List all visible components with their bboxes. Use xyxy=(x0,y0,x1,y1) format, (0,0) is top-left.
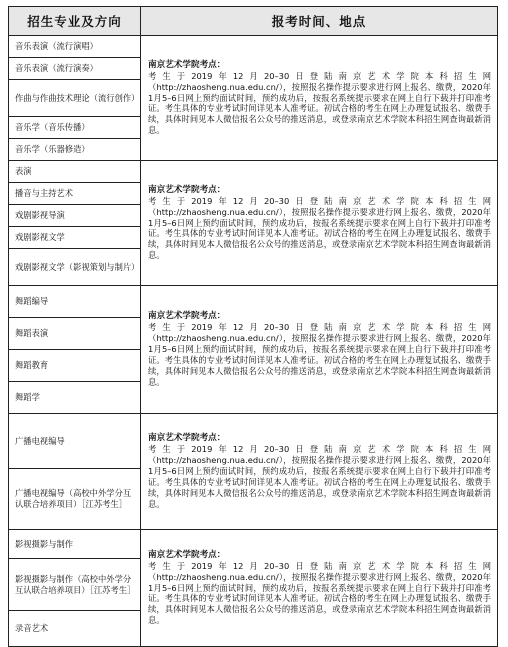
major-cell: 舞蹈表演 xyxy=(9,318,141,350)
table-row xyxy=(9,530,498,559)
exam-info-text: 考生于2019年12月20–30日登陆南京艺术学院本科招生网（http://zhaosheng.nua.edu.cn/），按照报名操作提示要求进行网上报名、缴费，2020年1月5–6日网上预约面试时间，预约成功后，按报名系统提示要求在网上自行下载并打印准考证。考生具体的专业考试时间详见本人准考证。初试合格的考生在网上办理复试报名、缴费手续，具体时间见本人微信报名公众号的推送消息，或登录南京艺术学院本科招生网查询最新消息。 xyxy=(148,70,491,136)
exam-info-cell xyxy=(141,286,498,414)
location-title: 南京艺术学院考点： xyxy=(148,184,226,195)
major-cell: 表演 xyxy=(9,161,141,183)
major-cell: 音乐学（音乐传播） xyxy=(9,117,141,139)
major-cell: 戏剧影视导演 xyxy=(9,205,141,227)
major-cell: 戏剧影视文学（影视策划与制片） xyxy=(9,249,141,286)
major-cell: 舞蹈学 xyxy=(9,382,141,414)
header-row xyxy=(9,7,498,36)
major-cell: 播音与主持艺术 xyxy=(9,183,141,205)
exam-info-cell xyxy=(141,161,498,286)
header-time-place: 报考时间、地点 xyxy=(141,7,498,36)
major-cell: 音乐学（乐器修造） xyxy=(9,139,141,161)
location-title: 南京艺术学院考点： xyxy=(148,549,226,560)
major-cell: 录音艺术 xyxy=(9,611,141,647)
major-cell: 戏剧影视文学 xyxy=(9,227,141,249)
table-row xyxy=(9,286,498,318)
admissions-table xyxy=(8,6,498,647)
table-row xyxy=(9,36,498,58)
exam-info-cell xyxy=(141,414,498,530)
table-row xyxy=(9,161,498,183)
major-cell: 广播电视编导（高校中外学分互认联合培养项目）［江苏考生］ xyxy=(9,469,141,530)
location-title: 南京艺术学院考点： xyxy=(148,59,226,70)
major-cell: 作曲与作曲技术理论（流行创作） xyxy=(9,80,141,117)
major-cell: 影视摄影与制作 xyxy=(9,530,141,559)
major-cell: 广播电视编导 xyxy=(9,414,141,469)
exam-info-cell xyxy=(141,530,498,647)
major-cell: 音乐表演（流行演唱） xyxy=(9,36,141,58)
major-cell: 舞蹈教育 xyxy=(9,350,141,382)
major-cell: 影视摄影与制作（高校中外学分互认联合培养项目）［江苏考生］ xyxy=(9,559,141,611)
table-body xyxy=(9,36,498,647)
table-row xyxy=(9,414,498,469)
header-major: 招生专业及方向 xyxy=(9,7,141,36)
exam-info-cell xyxy=(141,36,498,161)
exam-info-text: 考生于2019年12月20–30日登陆南京艺术学院本科招生网（http://zhaosheng.nua.edu.cn/），按照报名操作提示要求进行网上报名、缴费，2020年1月5–6日网上预约面试时间，预约成功后，按报名系统提示要求在网上自行下载并打印准考证。考生具体的专业考试时间详见本人准考证。初试合格的考生在网上办理复试报名、缴费手续，具体时间见本人微信报名公众号的推送消息，或登录南京艺术学院本科招生网查询最新消息。 xyxy=(148,560,491,626)
exam-info-text: 考生于2019年12月20–30日登陆南京艺术学院本科招生网（http://zhaosheng.nua.edu.cn/），按照报名操作提示要求进行网上报名、缴费，2020年1月5–6日网上预约面试时间，预约成功后，按报名系统提示要求在网上自行下载并打印准考证。考生具体的专业考试时间详见本人准考证。初试合格的考生在网上办理复试报名、缴费手续，具体时间见本人微信报名公众号的推送消息，或登录南京艺术学院本科招生网查询最新消息。 xyxy=(148,444,491,509)
major-cell: 音乐表演（流行演奏） xyxy=(9,58,141,80)
exam-info-text: 考生于2019年12月20–30日登陆南京艺术学院本科招生网（http://zhaosheng.nua.edu.cn/），按照报名操作提示要求进行网上报名、缴费，2020年1月5–6日网上预约面试时间，预约成功后，按报名系统提示要求在网上自行下载并打印准考证。考生具体的专业考试时间详见本人准考证。初试合格的考生在网上办理复试报名、缴费手续，具体时间见本人微信报名公众号的推送消息，或登录南京艺术学院本科招生网查询最新消息。 xyxy=(148,195,491,261)
exam-info-text: 考生于2019年12月20–30日登陆南京艺术学院本科招生网（http://zhaosheng.nua.edu.cn/），按照报名操作提示要求进行网上报名、缴费，2020年1月5–6日网上预约面试时间，预约成功后，按报名系统提示要求在网上自行下载并打印准考证。考生具体的专业考试时间详见本人准考证。初试合格的考生在网上办理复试报名、缴费手续，具体时间见本人微信报名公众号的推送消息，或登录南京艺术学院本科招生网查询最新消息。 xyxy=(148,322,491,387)
location-title: 南京艺术学院考点： xyxy=(148,311,226,322)
major-cell: 舞蹈编导 xyxy=(9,286,141,318)
location-title: 南京艺术学院考点： xyxy=(148,433,226,444)
